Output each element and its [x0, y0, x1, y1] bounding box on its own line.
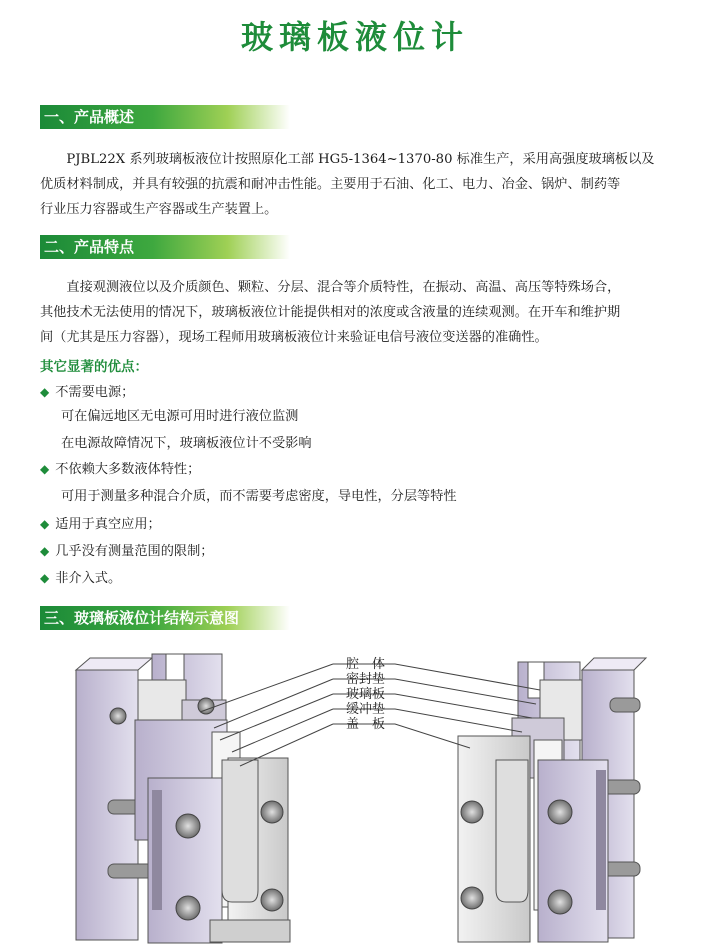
bullet-item: ◆ 几乎没有测量范围的限制；: [40, 544, 214, 559]
label-buffer-pad: 缓冲垫: [346, 702, 386, 717]
left-assembly: [76, 654, 290, 943]
bullet-sub-item: 可在偏远地区无电源可用时进行液位监测: [61, 409, 299, 424]
diamond-bullet-icon: ◆: [40, 462, 50, 476]
bullet-item: ◆ 不依赖大多数液体特性；: [40, 462, 201, 477]
label-cavity: 腔 体: [346, 657, 386, 672]
bullet-sub-item: 可用于测量多种混合介质，而不需要考虑密度，导电性，分层等特性: [61, 489, 457, 504]
advantages-title: 其它显著的优点：: [40, 359, 148, 375]
section-heading-diagram: 三、玻璃板液位计结构示意图: [40, 606, 290, 630]
overview-line-2: 优质材料制成，并具有较强的抗震和耐冲击性能。主要用于石油、化工、电力、冶金、锅炉、制药等: [40, 177, 621, 192]
diamond-bullet-icon: ◆: [40, 544, 50, 558]
section-heading-overview: 一、产品概述: [40, 105, 290, 129]
bullet-item: ◆ 不需要电源；: [40, 385, 135, 400]
features-line-3: 间（尤其是压力容器），现场工程师用玻璃板液位计来验证电信号液位变送器的准确性。: [40, 330, 548, 345]
right-assembly: [458, 658, 646, 942]
page-title: 玻璃板液位计: [240, 18, 469, 56]
structure-diagram: [0, 640, 710, 950]
label-seal-gasket: 密封垫: [346, 672, 386, 687]
label-glass-plate: 玻璃板: [346, 687, 386, 702]
overview-paragraph: [40, 147, 710, 222]
overview-line-3: 行业压力容器或生产容器或生产装置上。: [40, 202, 278, 217]
bullet-item: ◆ 非介入式。: [40, 571, 122, 586]
diamond-bullet-icon: ◆: [40, 571, 50, 585]
diamond-bullet-icon: ◆: [40, 385, 50, 399]
bullet-sub-item: 在电源故障情况下，玻璃板液位计不受影响: [61, 436, 312, 451]
bullet-item: ◆ 适用于真空应用；: [40, 517, 161, 532]
section-heading-features: 二、产品特点: [40, 235, 290, 259]
features-paragraph: [40, 275, 710, 350]
overview-line-1: PJBL22X 系列玻璃板液位计按照原化工部 HG5-1364~1370-80 标准生产，采用高强度玻璃板以及: [66, 152, 655, 167]
label-cover-plate: 盖 板: [346, 717, 386, 732]
features-line-1: 直接观测液位以及介质颜色、颗粒、分层、混合等介质特性，在振动、高温、高压等特殊场合，: [66, 280, 621, 295]
diamond-bullet-icon: ◆: [40, 517, 50, 531]
features-line-2: 其他技术无法使用的情况下，玻璃板液位计能提供相对的浓度或含液量的连续观测。在开车和维护期: [40, 305, 621, 320]
